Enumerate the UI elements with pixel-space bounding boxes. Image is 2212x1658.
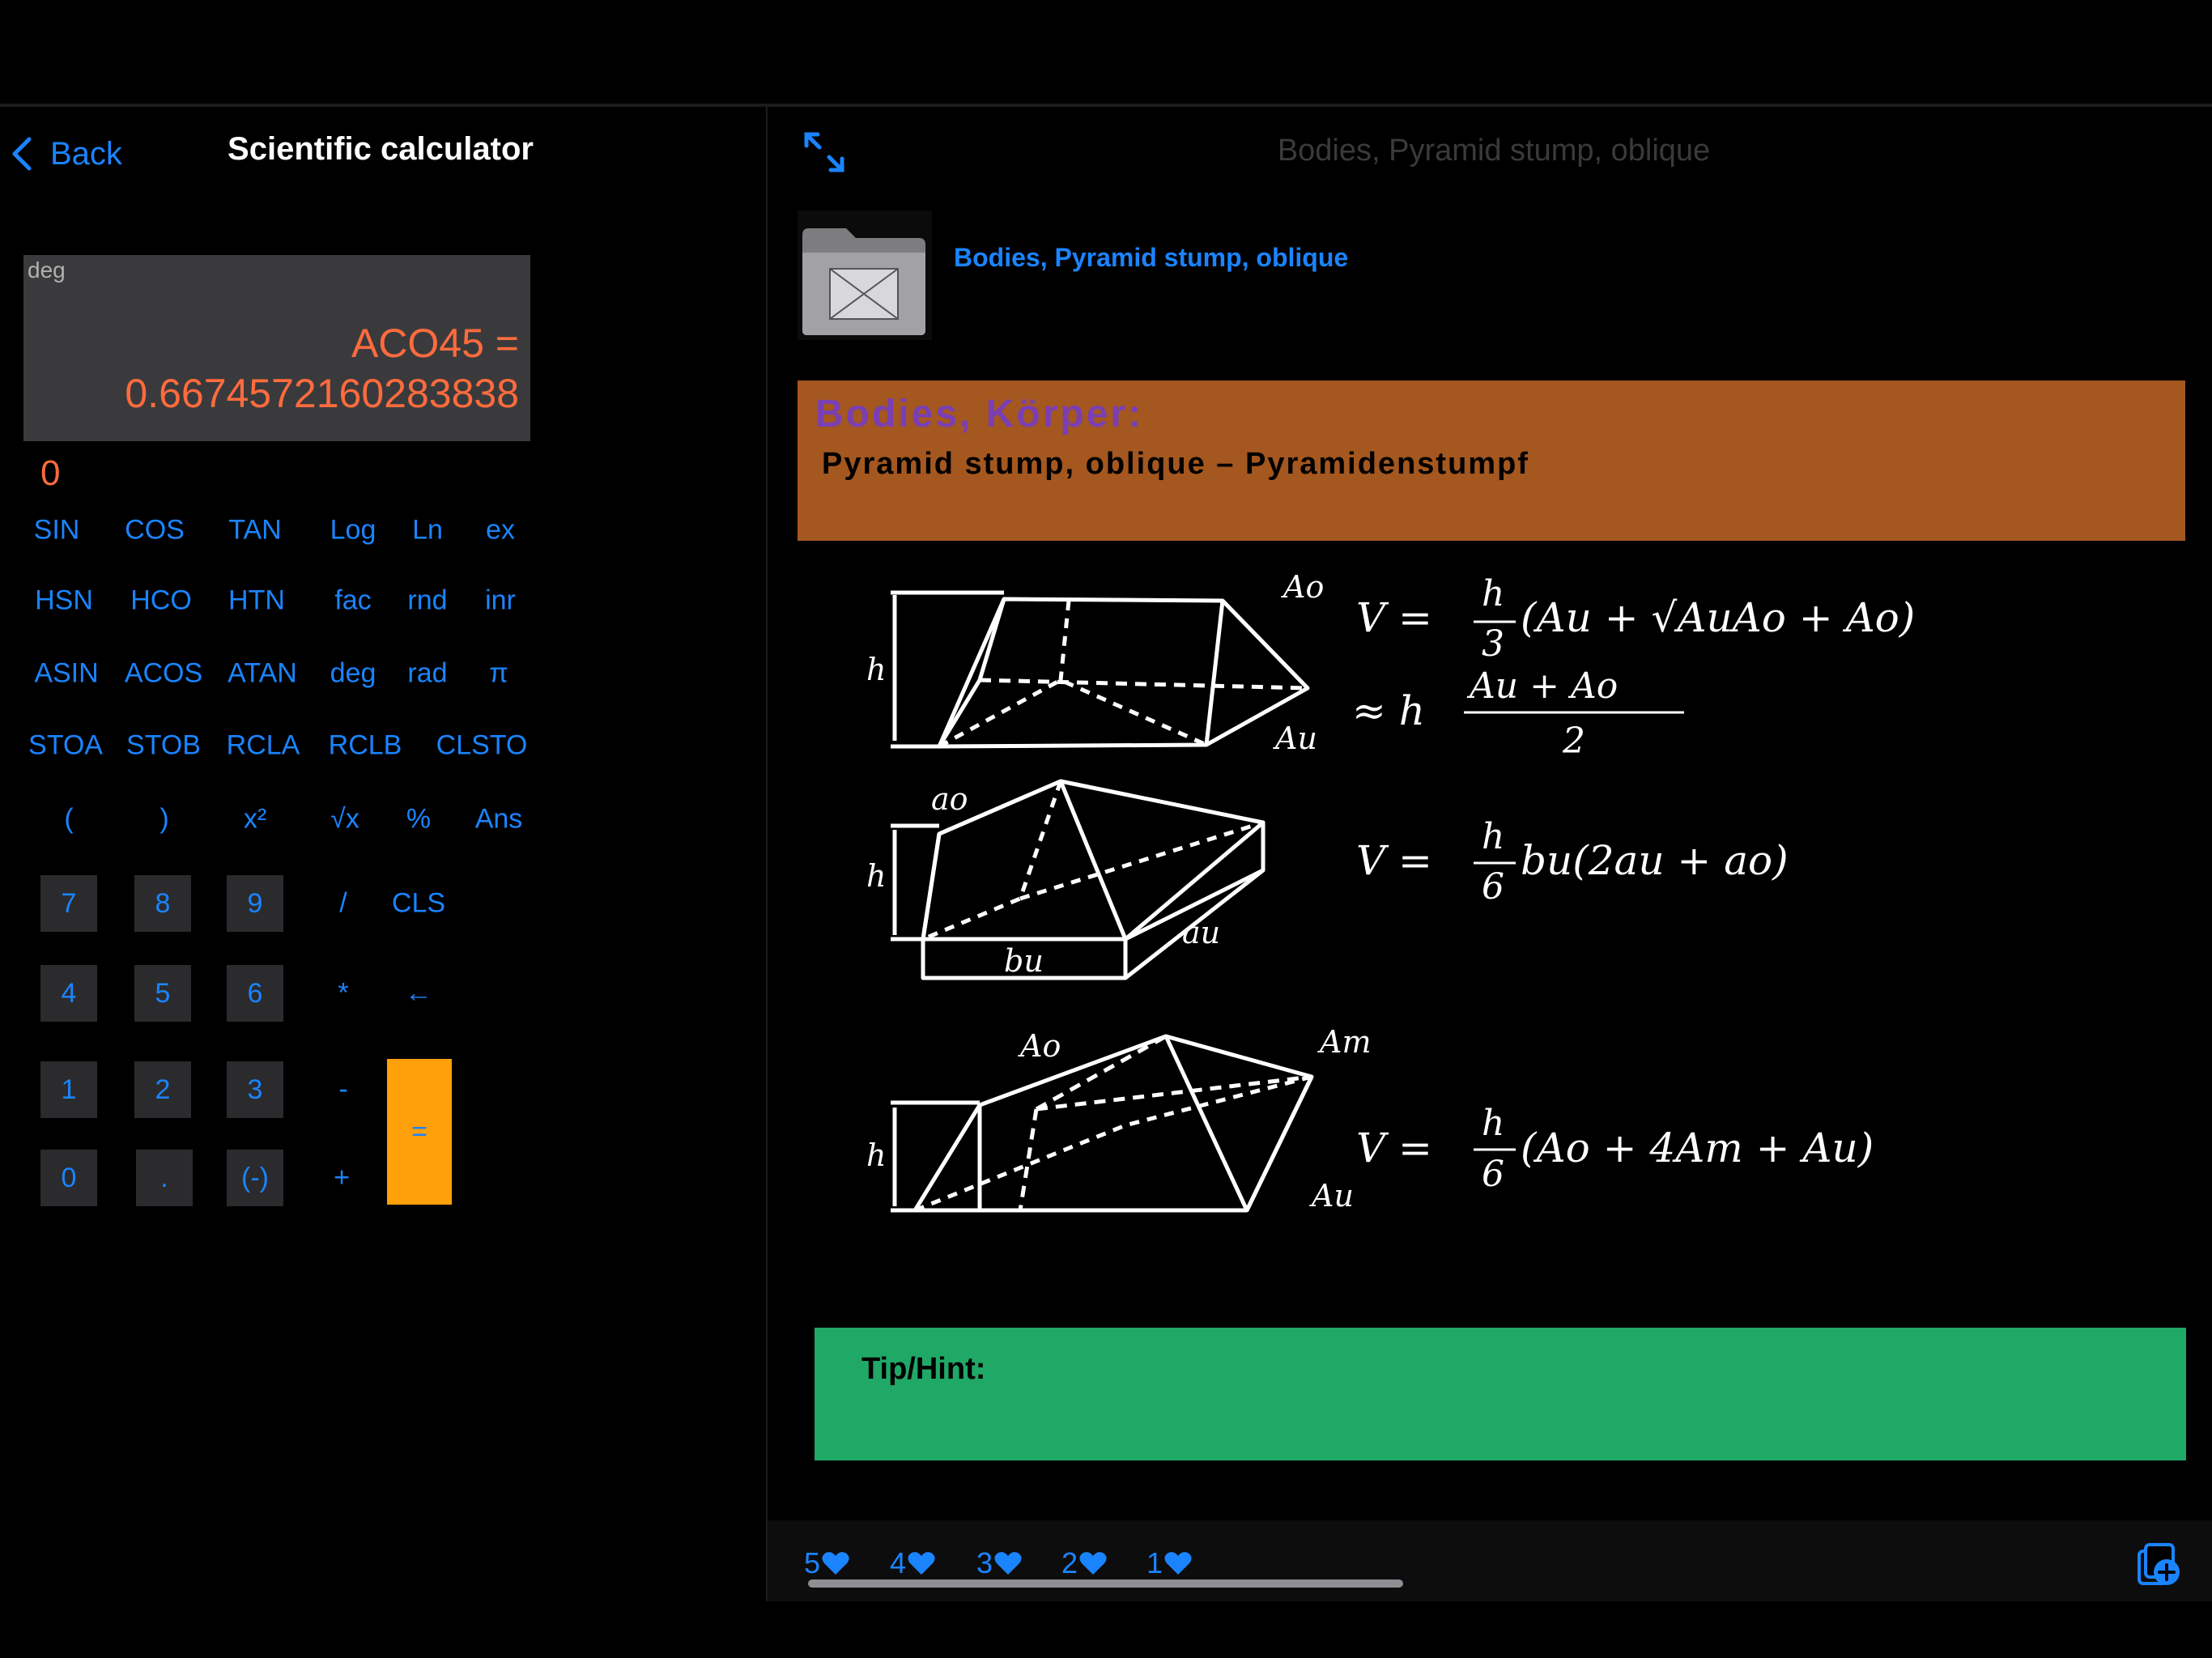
angle-mode: deg (28, 257, 66, 283)
card-subheading: Pyramid stump, oblique – Pyramidenstumpf (822, 447, 1529, 481)
back-label: Back (50, 135, 122, 172)
digit-8-key[interactable]: 8 (134, 875, 191, 932)
header-band (798, 380, 2185, 541)
formula-3-rhs: bu(2au + ao) (1521, 837, 1789, 884)
label-au-3: Au (1312, 1178, 1354, 1214)
square-button[interactable]: x² (243, 803, 267, 835)
result-text (125, 318, 519, 419)
tan-button[interactable]: TAN (228, 514, 282, 546)
cos-button[interactable]: COS (125, 514, 185, 546)
sqrt-button[interactable]: √x (330, 803, 359, 835)
rad-button[interactable]: rad (407, 657, 448, 689)
digit-4-key[interactable]: 4 (40, 965, 97, 1022)
label-ao: Ao (1283, 569, 1325, 605)
rating-5-label: 5 (804, 1546, 821, 1579)
open-paren-button[interactable]: ( (64, 803, 74, 835)
detail-title: Bodies, Pyramid stump, oblique (1277, 134, 1711, 168)
figure-labels (866, 569, 1371, 1214)
formula-4-num: h (1482, 1103, 1505, 1144)
minus-key[interactable]: - (338, 1073, 348, 1105)
negate-key[interactable]: (-) (227, 1150, 283, 1206)
cls-key[interactable]: CLS (391, 887, 446, 919)
rating-1-label: 1 (1146, 1546, 1163, 1579)
formula-3-den: 6 (1482, 866, 1504, 908)
formula-3-lhs: V = (1356, 837, 1432, 884)
tip-label: Tip/Hint: (861, 1352, 986, 1386)
heart-icon (822, 1551, 849, 1575)
log-button[interactable]: Log (330, 514, 376, 546)
formula-2-den: 2 (1563, 721, 1585, 762)
rating-2-label: 2 (1061, 1546, 1078, 1579)
digit-7-key[interactable]: 7 (40, 875, 97, 932)
exp-button[interactable]: ex (486, 514, 515, 546)
heart-icon (908, 1551, 935, 1575)
equals-key[interactable]: = (387, 1059, 452, 1205)
formula-4-rhs: (Ao + 4Am + Au) (1521, 1124, 1874, 1171)
item-title-link[interactable]: Bodies, Pyramid stump, oblique (954, 243, 1349, 272)
decimal-key[interactable]: . (136, 1150, 193, 1206)
rating-1-button[interactable] (1146, 1546, 1192, 1580)
plus-key[interactable]: + (334, 1162, 350, 1193)
formula-3-num: h (1482, 816, 1505, 857)
label-bu: bu (1004, 943, 1044, 979)
digit-0-key[interactable]: 0 (40, 1150, 97, 1206)
atan-button[interactable]: ATAN (228, 657, 297, 689)
status-bar (0, 0, 2212, 105)
heart-icon (1079, 1551, 1107, 1575)
result-expression: ACO45 = (351, 321, 519, 366)
hsn-button[interactable]: HSN (35, 585, 93, 616)
label-au-small: au (1182, 915, 1221, 950)
digit-5-key[interactable]: 5 (134, 965, 191, 1022)
fac-button[interactable]: fac (334, 585, 372, 616)
rating-2-button[interactable] (1061, 1546, 1107, 1580)
rating-4-label: 4 (890, 1546, 907, 1579)
backspace-key[interactable]: ← (405, 977, 432, 1009)
formula-1-lhs: V = (1356, 594, 1432, 641)
formula-1-num: h (1482, 573, 1505, 614)
label-am: Am (1320, 1024, 1372, 1060)
result-value: 0.6674572160283838 (125, 371, 519, 416)
rating-4-button[interactable] (890, 1546, 935, 1580)
label-h2: h (866, 858, 887, 894)
sin-button[interactable]: SIN (33, 514, 80, 546)
ans-button[interactable]: Ans (474, 803, 523, 835)
percent-button[interactable]: % (406, 803, 432, 835)
formula-1-den: 3 (1482, 623, 1504, 665)
expand-icon[interactable] (802, 130, 847, 175)
entry-value: 0 (40, 453, 61, 493)
stoa-button[interactable]: STOA (28, 729, 103, 761)
ln-button[interactable]: Ln (412, 514, 443, 546)
rating-3-label: 3 (976, 1546, 993, 1579)
hco-button[interactable]: HCO (130, 585, 192, 616)
label-ao-small: ao (931, 781, 968, 817)
heart-icon (1164, 1551, 1192, 1575)
digit-9-key[interactable]: 9 (227, 875, 283, 932)
divide-key[interactable]: / (339, 887, 347, 919)
htn-button[interactable]: HTN (228, 585, 285, 616)
rcla-button[interactable]: RCLA (226, 729, 300, 761)
rclb-button[interactable]: RCLB (328, 729, 402, 761)
calculator-display (23, 255, 530, 441)
multiply-key[interactable]: * (338, 977, 349, 1009)
heart-icon (994, 1551, 1022, 1575)
digit-2-key[interactable]: 2 (134, 1061, 191, 1118)
clsto-button[interactable]: CLSTO (436, 729, 528, 761)
card-heading: Bodies, Körper: (815, 393, 1144, 436)
home-area (0, 1601, 2212, 1658)
inr-button[interactable]: inr (485, 585, 516, 616)
prismatoid-drawing (891, 1036, 1312, 1210)
digit-3-key[interactable]: 3 (227, 1061, 283, 1118)
digit-6-key[interactable]: 6 (227, 965, 283, 1022)
digit-1-key[interactable]: 1 (40, 1061, 97, 1118)
rnd-button[interactable]: rnd (407, 585, 448, 616)
label-ao-3: Ao (1020, 1028, 1061, 1064)
acos-button[interactable]: ACOS (124, 657, 203, 689)
formula-4-lhs: V = (1356, 1124, 1432, 1171)
formula-1-rhs: (Au + √AuAo + Ao) (1521, 594, 1916, 641)
chevron-left-icon (10, 136, 34, 172)
tip-band (815, 1328, 2186, 1460)
formula-2-num: Au + Ao (1470, 665, 1619, 707)
add-copy-icon[interactable] (2134, 1540, 2183, 1588)
deg-button[interactable]: deg (330, 657, 376, 689)
formula-figure (858, 559, 2121, 1231)
rating-5-button[interactable] (804, 1546, 849, 1580)
pi-button[interactable]: π (489, 657, 508, 689)
folder-icon[interactable] (798, 210, 932, 340)
horizontal-scrollbar[interactable] (808, 1579, 1403, 1588)
pyramid-stump-drawing (891, 593, 1308, 746)
label-h3: h (866, 1137, 887, 1173)
back-button[interactable] (10, 130, 122, 178)
stob-button[interactable]: STOB (126, 729, 201, 761)
label-au: Au (1275, 721, 1317, 756)
close-paren-button[interactable]: ) (160, 803, 169, 835)
page-title: Scientific calculator (228, 131, 534, 167)
formula-2-lhs: ≈ h (1352, 687, 1425, 734)
label-h1: h (866, 652, 887, 687)
asin-button[interactable]: ASIN (34, 657, 99, 689)
formulas (1352, 573, 1915, 1195)
formula-4-den: 6 (1482, 1154, 1504, 1195)
rating-3-button[interactable] (976, 1546, 1022, 1580)
